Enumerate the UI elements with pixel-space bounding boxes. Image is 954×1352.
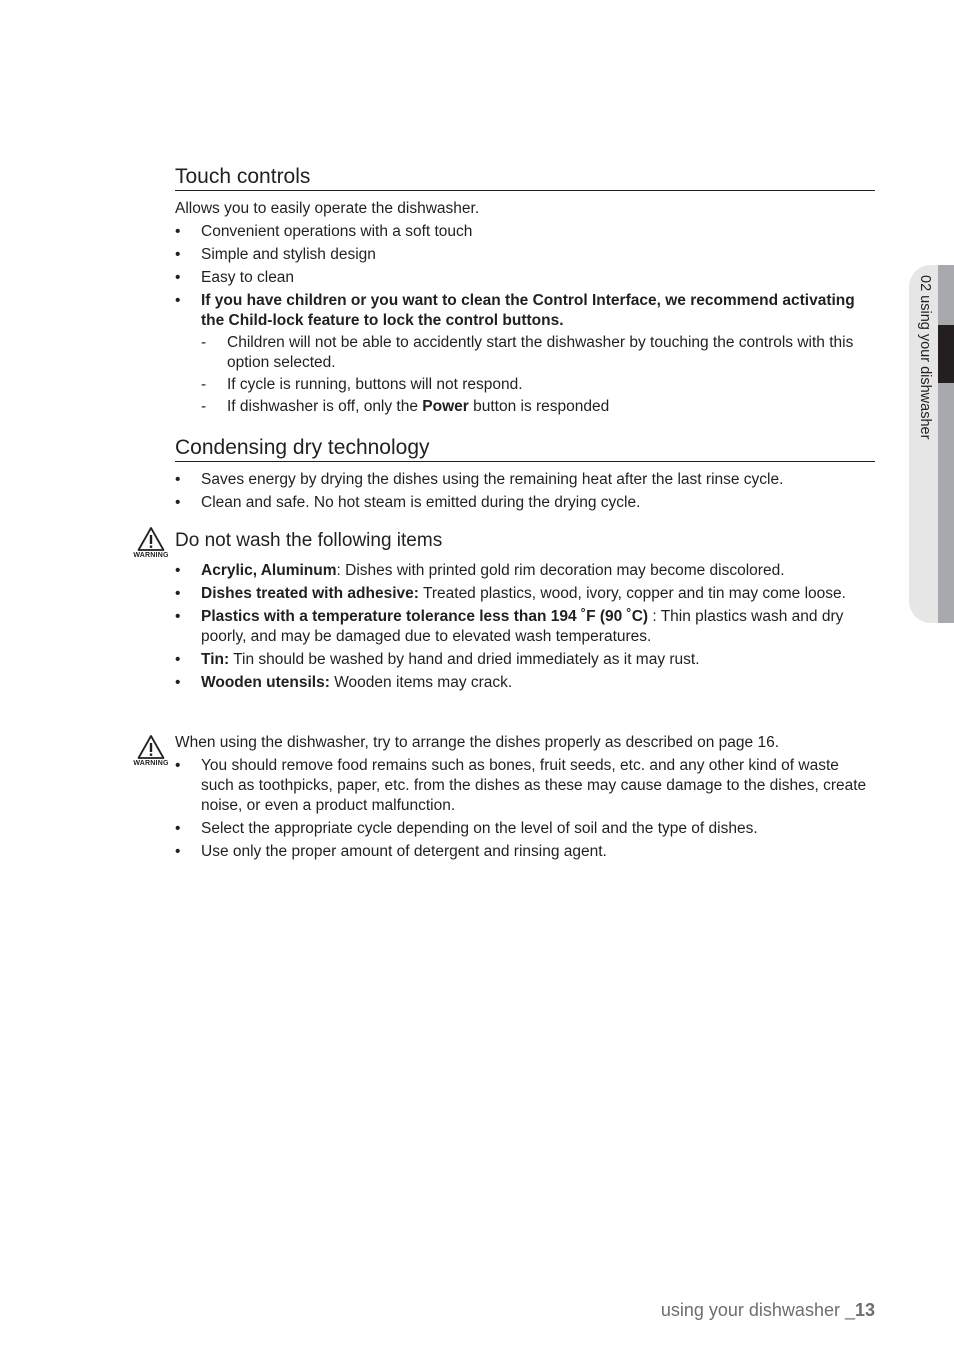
condensing-list: [175, 470, 875, 513]
chapter-tab-marker: [938, 325, 954, 383]
warning-triangle-icon: [137, 526, 165, 552]
list-item: • Convenient operations with a soft touch: [175, 222, 875, 242]
sub-item: - Children will not be able to accidently start the dishwasher by touching the controls with this option selected.: [201, 333, 875, 373]
arrange-intro: When using the dishwasher, try to arrange the dishes properly as described on page 16.: [175, 734, 780, 751]
touch-controls-list: [175, 222, 875, 417]
do-not-wash-list: [175, 561, 875, 693]
warning-badge: [131, 734, 171, 768]
list-item: • You should remove food remains such as bones, fruit seeds, etc. and any other kind of waste such as toothpicks, paper, etc. from the dishes as these may cause damage to the dishes, create noise, or even a product malfunction.: [175, 756, 875, 816]
list-item: • Saves energy by drying the dishes using the remaining heat after the last rinse cycle.: [175, 470, 875, 490]
list-item: • Acrylic, Aluminum: Dishes with printed gold rim decoration may become discolored.: [175, 561, 875, 581]
warning-badge: [131, 526, 171, 560]
arrange-section: [175, 733, 875, 865]
sub-item: - If dishwasher is off, only the Power button is responded: [201, 397, 875, 417]
chapter-tab-label: 02 using your dishwasher: [917, 275, 933, 440]
list-item: • Simple and stylish design: [175, 245, 875, 265]
list-item: • Easy to clean: [175, 268, 875, 288]
list-item: • Dishes treated with adhesive: Treated plastics, wood, ivory, copper and tin may come loose.: [175, 584, 875, 604]
list-item: • Select the appropriate cycle depending on the level of soil and the type of dishes.: [175, 819, 875, 839]
do-not-wash-heading: Do not wash the following items: [175, 530, 443, 551]
arrange-list: [175, 756, 875, 862]
touch-controls-intro: Allows you to easily operate the dishwasher.: [175, 200, 480, 217]
list-item: • Use only the proper amount of detergent and rinsing agent.: [175, 842, 875, 862]
warning-label: WARNING: [133, 552, 169, 559]
page-number: 13: [854, 1300, 875, 1320]
warning-label: WARNING: [133, 760, 169, 767]
condensing-heading: Condensing dry technology: [175, 436, 875, 462]
footer-text: using your dishwasher _: [660, 1300, 855, 1320]
condensing-section: [175, 436, 875, 516]
list-item: [175, 291, 875, 417]
list-item: • Tin: Tin should be washed by hand and dried immediately as it may rust.: [175, 650, 875, 670]
chapter-tab-stripe: [938, 265, 954, 623]
child-lock-note: If you have children or you want to clean the Control Interface, we recommend activating the Child-lock feature to lock the control buttons.: [201, 292, 855, 329]
list-item: • Plastics with a temperature tolerance less than 194 ˚F (90 ˚C) : Thin plastics wash and dry poorly, and may be damaged due to elevated wash temperatures.: [175, 607, 875, 647]
page-footer: [661, 1300, 875, 1321]
child-lock-sublist: [201, 333, 875, 417]
touch-controls-heading: Touch controls: [175, 165, 875, 191]
sub-item: - If cycle is running, buttons will not respond.: [201, 375, 875, 395]
list-item: • Wooden utensils: Wooden items may crack.: [175, 673, 875, 693]
warning-triangle-icon: [137, 734, 165, 760]
do-not-wash-section: [175, 529, 875, 696]
touch-controls-section: [175, 165, 875, 420]
list-item: • Clean and safe. No hot steam is emitted during the drying cycle.: [175, 493, 875, 513]
